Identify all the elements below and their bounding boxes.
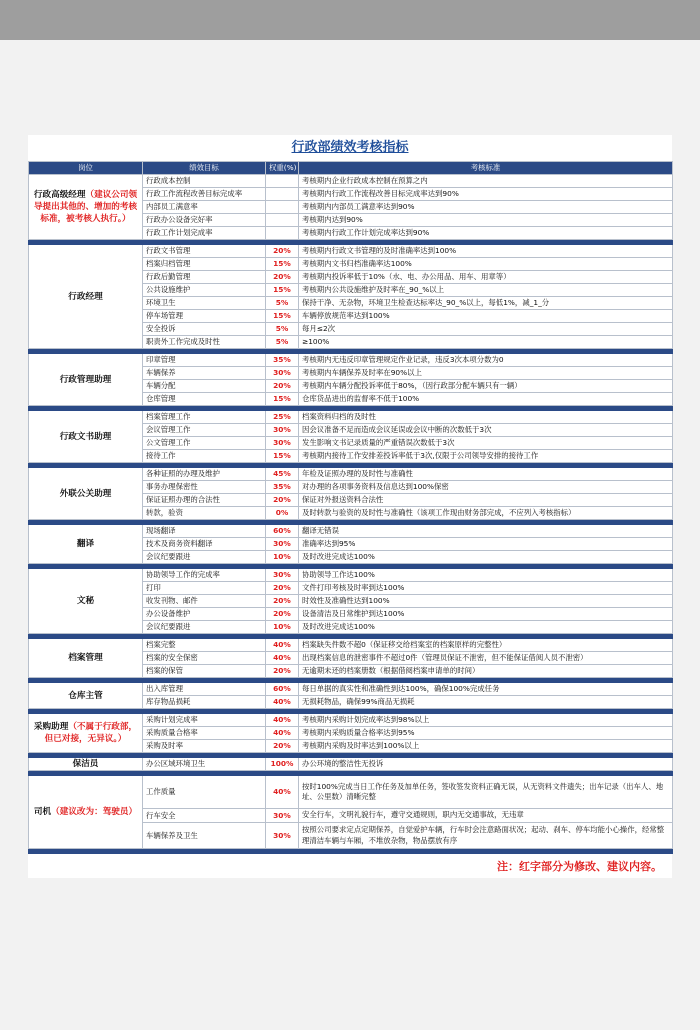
goal-cell: 车辆保养及卫生	[143, 823, 266, 849]
goal-cell: 采购及时率	[143, 740, 266, 753]
goal-cell: 行政工作流程改善目标完成率	[143, 188, 266, 201]
goal-cell: 公共设施维护	[143, 284, 266, 297]
goal-cell: 档案的保管	[143, 665, 266, 678]
weight-cell: 20%	[266, 608, 299, 621]
goal-cell: 公文管理工作	[143, 437, 266, 450]
goal-cell: 转款，验资	[143, 507, 266, 520]
weight-cell: 30%	[266, 367, 299, 380]
standard-cell: 考核期内采购计划完成率达到98%以上	[299, 714, 673, 727]
standard-cell: 档案缺失件数不超0（保证移交给档案室的档案原样的完整性）	[299, 639, 673, 652]
goal-cell: 打印	[143, 582, 266, 595]
group-separator	[29, 849, 673, 854]
document-page	[28, 135, 672, 878]
standard-cell: 安全行车，文明礼貌行车，遵守交通规则，职内无交通事故，无违章	[299, 809, 673, 823]
goal-cell: 办公区域环境卫生	[143, 758, 266, 771]
goal-cell: 会议纪要跟进	[143, 621, 266, 634]
goal-cell: 行政文书管理	[143, 245, 266, 258]
standard-cell: 考核期内企业行政成本控制在预算之内	[299, 175, 673, 188]
weight-cell	[266, 201, 299, 214]
standard-cell: 发生影响文书记录质量的严重错误次数低于3次	[299, 437, 673, 450]
standard-cell: 考核期内内部员工满意率达到90%	[299, 201, 673, 214]
standard-cell: 文件打印考核及时率到达100%	[299, 582, 673, 595]
goal-cell: 事务办理保密性	[143, 481, 266, 494]
weight-cell: 15%	[266, 258, 299, 271]
standard-cell: 考核期内达到90%	[299, 214, 673, 227]
weight-cell: 15%	[266, 393, 299, 406]
weight-cell: 40%	[266, 652, 299, 665]
standard-cell: 时效性及准确性达到100%	[299, 595, 673, 608]
weight-cell: 40%	[266, 714, 299, 727]
position-name: 行政高级经理	[33, 190, 86, 200]
position-cell	[29, 245, 143, 349]
goal-cell: 会议管理工作	[143, 424, 266, 437]
standard-cell: 协助领导工作达100%	[299, 569, 673, 582]
weight-cell: 5%	[266, 297, 299, 310]
standard-cell: ≥100%	[299, 336, 673, 349]
goal-cell: 会议纪要跟进	[143, 551, 266, 564]
weight-cell: 20%	[266, 380, 299, 393]
table-row	[29, 468, 673, 481]
weight-cell: 40%	[266, 727, 299, 740]
standard-cell: 考核期内行政文书管理的及时准确率达到100%	[299, 245, 673, 258]
goal-cell: 采购计划完成率	[143, 714, 266, 727]
goal-cell: 行政后勤管理	[143, 271, 266, 284]
weight-cell: 60%	[266, 683, 299, 696]
table-row	[29, 569, 673, 582]
position-name: 司机	[33, 807, 52, 817]
table-body	[29, 175, 673, 854]
goal-cell: 行政办公设备完好率	[143, 214, 266, 227]
header-goal: 绩效目标	[143, 162, 266, 175]
weight-cell	[266, 227, 299, 240]
weight-cell: 20%	[266, 494, 299, 507]
position-cell	[29, 525, 143, 564]
table-row	[29, 639, 673, 652]
table-row	[29, 714, 673, 727]
top-bar	[0, 0, 700, 40]
goal-cell: 技术及商务资料翻译	[143, 538, 266, 551]
weight-cell: 5%	[266, 336, 299, 349]
position-name: 仓库主管	[68, 690, 103, 701]
standard-cell: 考核期内无违反印章管理规定作业记录，违反3次本项分数为0	[299, 354, 673, 367]
table-row	[29, 245, 673, 258]
standard-cell: 对办理的各项事务资料及信息达到100%保密	[299, 481, 673, 494]
kpi-table	[28, 161, 673, 854]
position-note: （建议公司领导提出其他的、增加的考核标准，被考核人执行。）	[33, 190, 138, 224]
weight-cell: 20%	[266, 595, 299, 608]
weight-cell: 20%	[266, 665, 299, 678]
standard-cell: 办公环境的整洁性无投诉	[299, 758, 673, 771]
separator-cell	[29, 849, 673, 854]
goal-cell: 档案完整	[143, 639, 266, 652]
goal-cell: 行政工作计划完成率	[143, 227, 266, 240]
position-note: （建议改为：驾驶员）	[51, 807, 138, 817]
position-note: （不属于行政部，但已对接，无异议。）	[44, 722, 138, 744]
position-name: 翻译	[76, 539, 95, 549]
weight-cell: 0%	[266, 507, 299, 520]
standard-cell: 每日单据的真实性和准确性到达100%，确保100%完成任务	[299, 683, 673, 696]
goal-cell: 各种证照的办理及维护	[143, 468, 266, 481]
position-cell	[29, 569, 143, 634]
weight-cell: 100%	[266, 758, 299, 771]
standard-cell: 档案资料归档的及时性	[299, 411, 673, 424]
weight-cell: 20%	[266, 740, 299, 753]
position-name: 采购助理	[33, 722, 69, 732]
weight-cell: 35%	[266, 481, 299, 494]
position-cell	[29, 683, 143, 709]
goal-cell: 停车场管理	[143, 310, 266, 323]
position-name: 行政经理	[68, 291, 103, 302]
goal-cell: 接待工作	[143, 450, 266, 463]
weight-cell: 40%	[266, 639, 299, 652]
standard-cell: 考核期内行政工作流程改善目标完成率达到90%	[299, 188, 673, 201]
standard-cell: 按时100%完成当日工作任务及加单任务，签收签发资料正确无误，从无资料文件遗失；出车记录（出车人、地址、公里数）清晰完整	[299, 776, 673, 809]
standard-cell: 考核期内投诉率低于10%（水、电、办公用品、用车、用章等）	[299, 271, 673, 284]
standard-cell: 仓库货品进出的监督率不低于100%	[299, 393, 673, 406]
goal-cell: 内部员工满意率	[143, 201, 266, 214]
weight-cell: 30%	[266, 823, 299, 849]
weight-cell: 20%	[266, 245, 299, 258]
position-cell	[29, 468, 143, 520]
standard-cell: 年检及证照办理的及时性与准确性	[299, 468, 673, 481]
weight-cell: 40%	[266, 776, 299, 809]
standard-cell: 考核期内采购质量合格率达到95%	[299, 727, 673, 740]
standard-cell: 及时改进完成达100%	[299, 621, 673, 634]
position-name: 行政管理助理	[59, 374, 112, 385]
standard-cell: 因会议准备不足而造成会议延误或会议中断的次数低于3次	[299, 424, 673, 437]
weight-cell: 30%	[266, 809, 299, 823]
header-position: 岗位	[29, 162, 143, 175]
weight-cell: 20%	[266, 582, 299, 595]
weight-cell: 10%	[266, 621, 299, 634]
goal-cell: 采购质量合格率	[143, 727, 266, 740]
position-name: 保洁员	[72, 759, 99, 769]
position-name: 行政文书助理	[59, 431, 112, 442]
standard-cell: 及时转款与验资的及时性与准确性（该项工作现由财务部完成，不应列入考核指标）	[299, 507, 673, 520]
goal-cell: 车辆分配	[143, 380, 266, 393]
table-row	[29, 354, 673, 367]
standard-cell: 出现档案信息的泄密事件不超过0件（管理员保证不泄密，但不能保证借阅人员不泄密）	[299, 652, 673, 665]
table-row	[29, 411, 673, 424]
position-name: 文秘	[76, 596, 95, 606]
table-row	[29, 758, 673, 771]
weight-cell: 10%	[266, 551, 299, 564]
weight-cell: 15%	[266, 450, 299, 463]
goal-cell: 行政成本控制	[143, 175, 266, 188]
goal-cell: 档案的安全保密	[143, 652, 266, 665]
standard-cell: 考核期内采购及时率达到100%以上	[299, 740, 673, 753]
weight-cell: 5%	[266, 323, 299, 336]
standard-cell: 翻译无错误	[299, 525, 673, 538]
standard-cell: 考核期内接待工作安排差投诉率低于3次,仅限于公司领导安排的接待工作	[299, 450, 673, 463]
standard-cell: 考核期内车辆保养及时率在90%以上	[299, 367, 673, 380]
standard-cell: 无损耗物品，确保99%商品无损耗	[299, 696, 673, 709]
goal-cell: 档案归档管理	[143, 258, 266, 271]
weight-cell: 20%	[266, 271, 299, 284]
goal-cell: 车辆保养	[143, 367, 266, 380]
goal-cell: 协助领导工作的完成率	[143, 569, 266, 582]
table-row	[29, 683, 673, 696]
goal-cell: 行车安全	[143, 809, 266, 823]
position-cell	[29, 714, 143, 753]
weight-cell	[266, 175, 299, 188]
goal-cell: 收发刊物、邮件	[143, 595, 266, 608]
table-header-row	[29, 162, 673, 175]
document-title: 行政部绩效考核指标	[291, 140, 409, 155]
position-cell	[29, 639, 143, 678]
weight-cell: 25%	[266, 411, 299, 424]
standard-cell: 准确率达到95%	[299, 538, 673, 551]
goal-cell: 仓库管理	[143, 393, 266, 406]
position-cell	[29, 776, 143, 849]
standard-cell: 每月≤2次	[299, 323, 673, 336]
goal-cell: 办公设备维护	[143, 608, 266, 621]
standard-cell: 及时改进完成达100%	[299, 551, 673, 564]
standard-cell: 保持干净、无杂物，环境卫生检查达标率达_90_%以上，每低1%，减_1_分	[299, 297, 673, 310]
weight-cell: 30%	[266, 569, 299, 582]
standard-cell: 按照公司要求定点定期保养，自觉爱护车辆，行车时会注意路面状况；起动、刹车、停车均能小心操作，经常整理清洁车辆与车厢，不堆放杂物，物品摆放有序	[299, 823, 673, 849]
table-row	[29, 525, 673, 538]
standard-cell: 考核期内公共设施维护及时率在_90_%以上	[299, 284, 673, 297]
weight-cell: 60%	[266, 525, 299, 538]
standard-cell: 考核期内文书归档准确率达100%	[299, 258, 673, 271]
position-cell	[29, 411, 143, 463]
table-row	[29, 175, 673, 188]
goal-cell: 库存物品损耗	[143, 696, 266, 709]
standard-cell: 车辆停放规范率达到100%	[299, 310, 673, 323]
position-cell	[29, 758, 143, 771]
standard-cell: 设备清洁及日常维护到达100%	[299, 608, 673, 621]
position-name: 外联公关助理	[59, 488, 112, 499]
standard-cell: 无逾期未还的档案册数（根据借阅档案申请单的时间）	[299, 665, 673, 678]
weight-cell: 35%	[266, 354, 299, 367]
standard-cell: 考核期内行政工作计划完成率达到90%	[299, 227, 673, 240]
weight-cell: 30%	[266, 424, 299, 437]
position-cell	[29, 175, 143, 240]
goal-cell: 档案管理工作	[143, 411, 266, 424]
weight-cell	[266, 214, 299, 227]
table-row	[29, 776, 673, 809]
weight-cell	[266, 188, 299, 201]
header-weight: 权重(%)	[266, 162, 299, 175]
goal-cell: 出入库管理	[143, 683, 266, 696]
goal-cell: 保证证照办理的合法性	[143, 494, 266, 507]
footer-note: 注：红字部分为修改、建议内容。	[497, 860, 662, 873]
weight-cell: 15%	[266, 284, 299, 297]
weight-cell: 30%	[266, 437, 299, 450]
goal-cell: 环境卫生	[143, 297, 266, 310]
goal-cell: 安全投诉	[143, 323, 266, 336]
goal-cell: 工作质量	[143, 776, 266, 809]
standard-cell: 考核期内车辆分配投诉率低于80%，（因行政部分配车辆只有一辆）	[299, 380, 673, 393]
goal-cell: 职责外工作完成及时性	[143, 336, 266, 349]
weight-cell: 40%	[266, 696, 299, 709]
standard-cell: 保证对外报送资料合法性	[299, 494, 673, 507]
weight-cell: 30%	[266, 538, 299, 551]
header-standard: 考核标准	[299, 162, 673, 175]
goal-cell: 现场翻译	[143, 525, 266, 538]
weight-cell: 45%	[266, 468, 299, 481]
weight-cell: 15%	[266, 310, 299, 323]
goal-cell: 印章管理	[143, 354, 266, 367]
position-name: 档案管理	[68, 653, 103, 663]
position-cell	[29, 354, 143, 406]
